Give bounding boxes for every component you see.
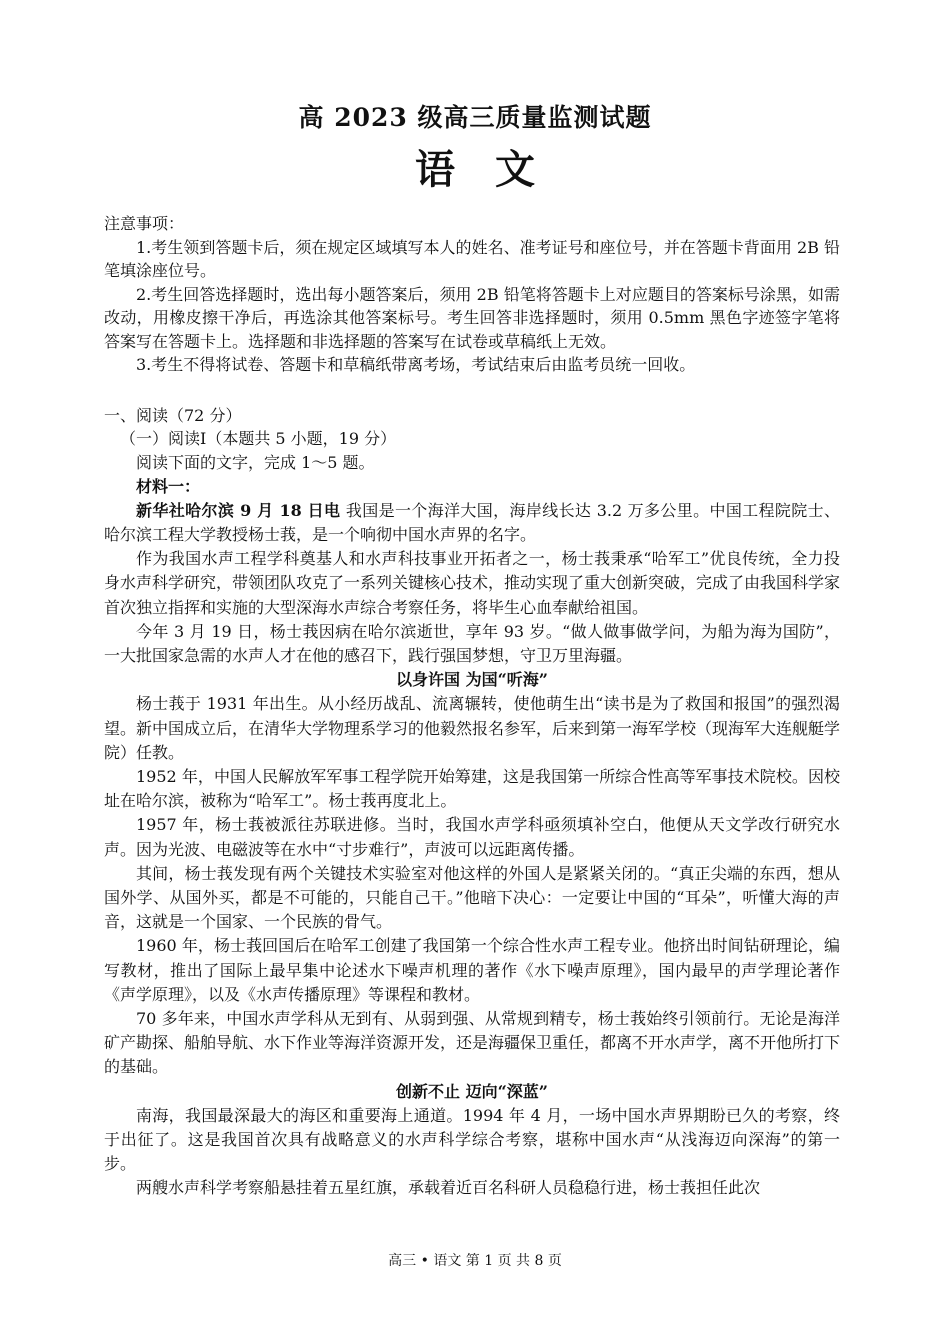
article-paragraph: 杨士莪于 1931 年出生。从小经历战乱、流离辗转，使他萌生出“读书是为了救国和报国”的强烈渴望。新中国成立后，在清华大学物理系学习的他毅然报名参军，后来到第一海军学校（现海军大连舰艇学院）任教。 — [104, 694, 841, 762]
article-paragraph: 1952 年，中国人民解放军军事工程学院开始筹建，这是我国第一所综合性高等军事技术院校。因校址在哈尔滨，被称为“哈军工”。杨士莪再度北上。 — [104, 766, 840, 811]
article-paragraph: 1957 年，杨士莪被派往苏联进修。当时，我国水声学科亟须填补空白，他便从天文学改行研究水声。因为光波、电磁波等在水中“寸步难行”，声波可以远距离传播。 — [104, 815, 840, 859]
dateline: 新华社哈尔滨 9 月 18 日电 — [136, 500, 341, 520]
notice-heading: 注意事项： — [104, 214, 185, 233]
article-paragraph: 今年 3 月 19 日，杨士莪因病在哈尔滨逝世，享年 93 岁。“做人做事做学问，为船为海为国防”，一大批国家急需的水声人才在他的感召下，践行强国梦想，守卫万里海疆。 — [104, 621, 840, 665]
article-paragraph: 两艘水声科学考察船悬挂着五星红旗，承载着近百名科研人员稳稳行进，杨士莪担任此次 — [136, 1178, 761, 1198]
material-label: 材料一： — [136, 476, 201, 496]
notice-item: 2.考生回答选择题时，选出每小题答案后，须用 2B 铅笔将答题卡上对应题目的答案标号涂黑，如需改动，用橡皮擦干净后，再选涂其他答案标号。考生回答非选择题时，须用 0.5mm 黑色字迹签字笔将答案写在答题卡上。选择题和非选择题的答案写在试卷或草稿纸上无效。 — [104, 284, 840, 351]
page-content — [104, 212, 840, 1201]
lead-text: 我国是一个海洋大国，海岸线长达 3.2 万多公里。中国工程院院士、哈尔滨工程大学教授杨士莪，是一个响彻中国水声界的名字。 — [104, 500, 840, 544]
article-paragraph: 70 多年来，中国水声学科从无到有、从弱到强、从常规到精专，杨士莪始终引领前行。无论是海洋矿产勘探、船舶导航、水下作业等海洋资源开发，还是海疆保卫重任，都离不开水声学，离不开他所打下的基础。 — [104, 1008, 841, 1077]
notice-item: 1.考生领到答题卡后，须在规定区域填写本人的姓名、准考证号和座位号，并在答题卡背面用 2B 铅笔填涂座位号。 — [104, 237, 840, 280]
article-body — [104, 499, 840, 1201]
notice-block — [104, 212, 840, 377]
subject-title: 语文 — [415, 146, 575, 193]
reading-instruction: 阅读下面的文字，完成 1～5 题。 — [136, 453, 375, 473]
article-paragraph: 1960 年，杨士莪回国后在哈军工创建了我国第一个综合性水声工程专业。他挤出时间钻研理论，编写教材，推出了国际上最早集中论述水下噪声机理的著作《水下噪声原理》，国内最早的声学理论著作《声学原理》，以及《水声传播原理》等课程和教材。 — [104, 936, 840, 1004]
article-paragraph: 南海，我国最深最大的海区和重要海上通道。1994 年 4 月，一场中国水声界期盼已久的考察，终于出征了。这是我国首次具有战略意义的水声科学综合考察，堪称中国水声“从浅海迈向深海”的第一步。 — [104, 1105, 840, 1174]
sub-section-heading: （一）阅读Ⅰ（本题共 5 小题，19 分） — [120, 429, 397, 449]
section-heading: 一、阅读（72 分） — [104, 405, 242, 425]
notice-item: 3.考生不得将试卷、答题卡和草稿纸带离考场，考试结束后由监考员统一回收。 — [136, 355, 696, 374]
exam-title: 高 2023 级高三质量监测试题 — [298, 103, 652, 132]
article-paragraph: 其间，杨士莪发现有两个关键技术实验室对他这样的外国人是紧紧关闭的。“真正尖端的东西，想从国外学、从国外买，都是不可能的，只能自己干。”他暗下决心：一定要让中国的“耳朵”，听懂大海的声音，这就是一个国家、一个民族的骨气。 — [104, 863, 840, 932]
page-footer: 高三 • 语文 第 1 页 共 8 页 — [388, 1253, 562, 1269]
article-subheading: 创新不止 迈向“深蓝” — [396, 1081, 548, 1101]
article-paragraph: 作为我国水声工程学科奠基人和水声科技事业开拓者之一，杨士莪秉承“哈军工”优良传统，全力投身水声科学研究，带领团队攻克了一系列关键核心技术，推动实现了重大创新突破，完成了由我国科学家首次独立指挥和实施的大型深海水声综合考察任务，将毕生心血奉献给祖国。 — [104, 549, 841, 617]
article-lead-paragraph — [104, 499, 840, 547]
article-subheading: 以身许国 为国“听海” — [396, 670, 548, 690]
